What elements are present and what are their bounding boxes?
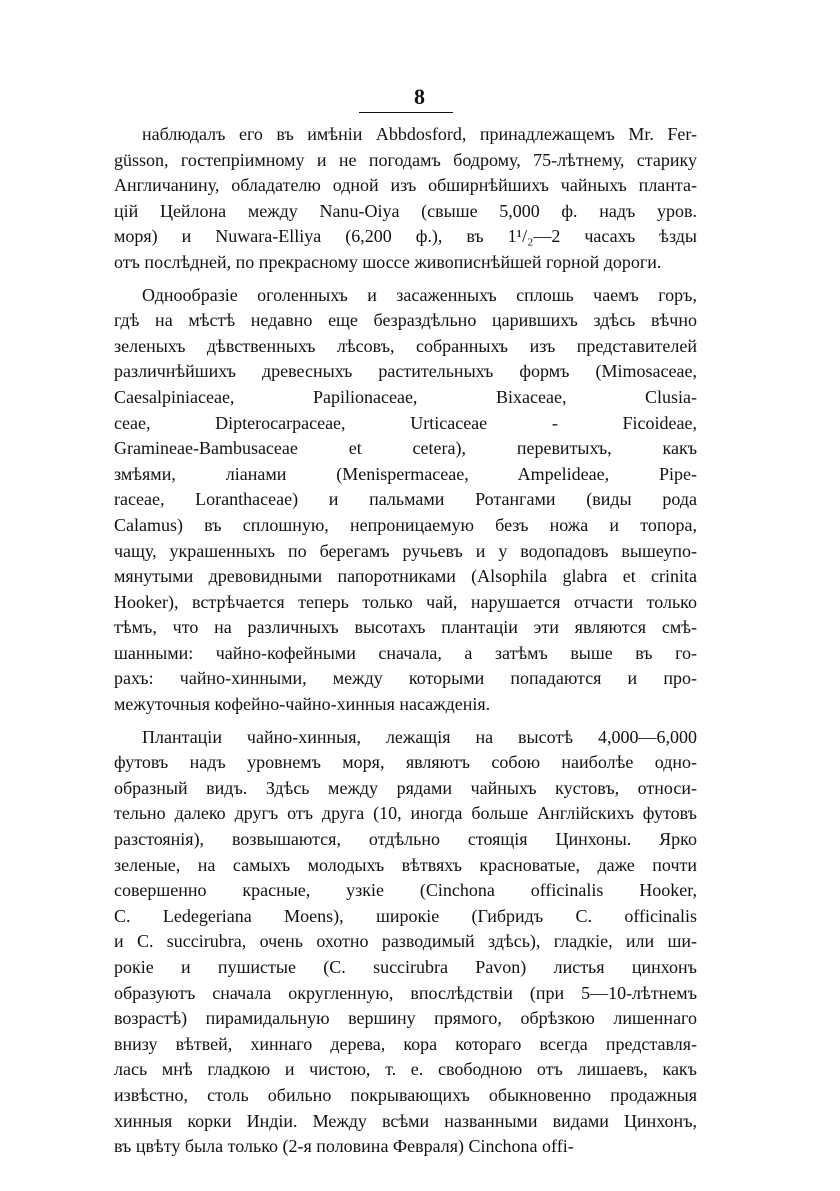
- text-line: змѣями, ліанами (Menispermaceae, Ampelideae, Pipe-: [114, 463, 697, 484]
- text-line: Англичанину, обладателю одной изъ обширнѣйшихъ чайныхъ планта-: [114, 175, 697, 196]
- text-line: футовъ надъ уровнемъ моря, являютъ собою наиболѣе одно-: [114, 752, 697, 773]
- text-line: чащу, украшенныхъ по берегамъ ручьевъ и у водопадовъ вышеупо-: [114, 540, 697, 561]
- text-line: мянутыми древовидными папоротниками (Alsophila glabra et crinita: [114, 566, 697, 587]
- text-line: рахъ: чайно-хинными, между которыми попадаются и про-: [114, 668, 697, 689]
- text-line: güsson, гостепріимному и не погодамъ бодрому, 75-лѣтнему, старику: [114, 149, 697, 170]
- text-line: различнѣйшихъ древесныхъ растительныхъ формъ (Mimosaceae,: [114, 361, 697, 382]
- text-line: моря) и Nuwara-Elliya (6,200 ф.), въ 1¹/₂—2 часахъ ѣзды: [114, 226, 697, 247]
- text-line: шанными: чайно-кофейными сначала, а затѣмъ выше въ го-: [114, 642, 697, 663]
- text-line: гдѣ на мѣстѣ недавно еще безраздѣльно царившихъ здѣсь вѣчно: [114, 310, 697, 331]
- text-line: внизу вѣтвей, хиннаго дерева, кора котораго всегда представля-: [114, 1033, 697, 1054]
- text-line: совершенно красные, узкіе (Cinchona officinalis Hooker,: [114, 880, 697, 901]
- text-line: зеленые, на самыхъ молодыхъ вѣтвяхъ красноватые, даже почти: [114, 854, 697, 875]
- text-line: Hooker), встрѣчается теперь только чай, нарушается отчасти только: [114, 591, 697, 612]
- text-line: межуточныя кофейно-чайно-хинныя насажденія.: [114, 694, 491, 715]
- text-line: и C. succirubra, очень охотно разводимый здѣсь), гладкіе, или ши-: [114, 931, 697, 952]
- text-line: образуютъ сначала округленную, впослѣдствіи (при 5—10-лѣтнемъ: [114, 982, 697, 1003]
- text-line: хинныя корки Индіи. Между всѣми названными видами Цинхонъ,: [114, 1110, 697, 1131]
- text-line: рокіе и пушистые (C. succirubra Pavon) листья цинхонъ: [114, 957, 697, 977]
- text-line: Caesalpiniaceae, Papilionaceae, Bixaceae, Clusia-: [114, 386, 697, 407]
- text-line: тельно далеко другъ отъ друга (10, иногда больше Англійскихъ футовъ: [114, 803, 697, 824]
- text-line: цій Цейлона между Nanu-Oiya (свыше 5,000 ф. надъ уров.: [114, 200, 697, 221]
- paragraph: [114, 283, 697, 718]
- text-line: Calamus) въ сплошную, непроницаемую безъ ножа и топора,: [114, 514, 697, 535]
- header-rule: [359, 112, 453, 113]
- text-line: тѣмъ, что на различныхъ высотахъ плантаціи эти являются смѣ-: [114, 617, 697, 638]
- text-line: Gramineae-Bambusaceae et cetera), перевитыхъ, какъ: [114, 438, 697, 459]
- text-line: отъ послѣдней, по прекрасному шоссе живописнѣйшей горной дороги.: [114, 251, 662, 272]
- text-line: C. Ledegeriana Moens), широкіе (Гибридъ C. officinalis: [114, 905, 697, 926]
- text-line: образный видъ. Здѣсь между рядами чайныхъ кустовъ, относи-: [114, 777, 697, 798]
- text-line: Плантаціи чайно-хинныя, лежащія на высотѣ 4,000—6,000: [142, 726, 697, 747]
- text-line: лась мнѣ гладкою и чистою, т. е. свободною отъ лишаевъ, какъ: [114, 1059, 697, 1080]
- paragraph: [114, 122, 697, 276]
- text-line: наблюдалъ его въ имѣніи Abbdosford, принадлежащемъ Mr. Fer-: [142, 124, 697, 144]
- page-number: 8: [414, 84, 426, 109]
- body-text: [114, 122, 697, 1167]
- text-line: raceae, Loranthaceae) и пальмами Ротангами (виды рода: [114, 489, 697, 510]
- text-line: разстоянія), возвышаются, отдѣльно стоящія Цинхоны. Ярко: [114, 829, 697, 850]
- text-line: ceae, Dipterocarpaceae, Urticaceae - Ficoideae,: [114, 412, 697, 433]
- text-line: въ цвѣту была только (2-я половина Февраля) Cinchona offi-: [114, 1136, 574, 1157]
- text-line: возрастѣ) пирамидальную вершину прямого, обрѣзкою лишеннаго: [114, 1008, 697, 1029]
- paragraph: [114, 725, 697, 1160]
- text-line: зеленыхъ дѣвственныхъ лѣсовъ, собранныхъ изъ представителей: [114, 335, 697, 356]
- text-line: Однообразіе оголенныхъ и засаженныхъ сплошь чаемъ горъ,: [142, 284, 697, 305]
- text-line: извѣстно, столь обильно покрывающихъ обыкновенно продажныя: [114, 1084, 697, 1105]
